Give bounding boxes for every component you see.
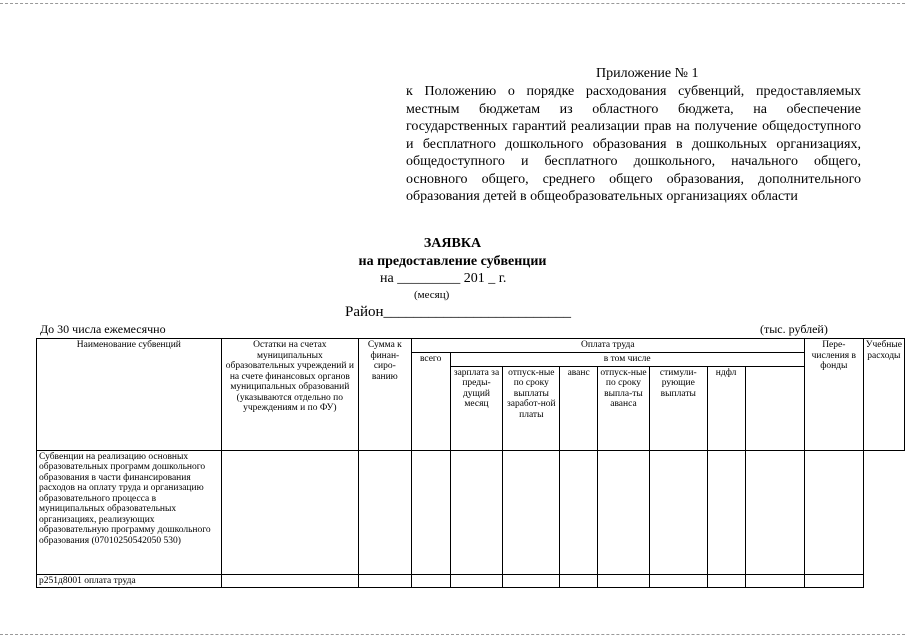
appendix-label: Приложение № 1 [596,66,699,81]
cell-vacation-salary[interactable] [503,450,560,574]
header-incentive: стимули-рующие выплаты [649,366,707,450]
cell-amount[interactable] [358,450,411,574]
cell-ndfl[interactable] [707,574,745,588]
cell-edu-expenses[interactable] [804,450,863,574]
cell-vacation-salary[interactable] [503,574,560,588]
header-payroll: Оплата труда [411,339,804,353]
cell-amount[interactable] [358,574,411,588]
form-title: ЗАЯВКА [423,236,482,251]
district-line: Район_________________________ [345,304,572,320]
row-name: Субвенции на реализацию основных образовательных программ дошкольного образования в части финансирования расходов на оплату труда и организацию образовательного процесса в муниципальных образовательных организациях, реализующих образовательную программу дошкольного образования (07010250542050 530) [37,450,222,574]
cell-incentive[interactable] [649,450,707,574]
header-ndfl: ндфл [707,366,745,450]
header-amount: Сумма к финан-сиро-ванию [358,339,411,451]
month-hint: (месяц) [414,289,450,301]
scan-edge-top [0,3,905,5]
cell-incentive[interactable] [649,574,707,588]
cell-transfers[interactable] [745,574,804,588]
deadline-note: До 30 числа ежемесячно [40,322,166,336]
header-edu-expenses: Учебные расходы [863,339,904,451]
cell-ndfl[interactable] [707,450,745,574]
row-name: р251д8001 оплата труда [37,574,222,588]
cell-transfers[interactable] [745,450,804,574]
appendix-paragraph: к Положению о порядке расходования субвенций, предоставляемых местным бюджетам из областного бюджета, на обеспечение государственных гарантий реализации прав на получение общедоступного и бесплатного дошкольного образования в дошкольных организациях, общедоступного и бесплатного дошкольного, начального общего, основного общего, среднего общего образования, дополнительного образования детей в общеобразовательных организациях области [406,84,861,204]
table-row [37,450,905,574]
header-balances: Остатки на счетах муниципальных образовательных учреждений и на счете финансовых органов муниципальных образований (указываются отдельно по учреждениям и по ФУ) [221,339,358,451]
scan-edge-bottom [0,634,905,636]
cell-total[interactable] [411,574,450,588]
table-row [37,574,905,588]
cell-vacation-advance[interactable] [598,574,650,588]
cell-salary-prev[interactable] [450,574,503,588]
header-vacation-salary: отпуск-ные по сроку выплаты заработ-ной платы [503,366,560,450]
header-vacation-advance: отпуск-ные по сроку выпла-ты аванса [598,366,650,450]
header-transfers: Пере-числения в фонды [804,339,863,451]
cell-advance[interactable] [560,450,598,574]
date-line: на _________ 201 _ г. [380,271,507,286]
cell-total[interactable] [411,450,450,574]
header-total: всего [411,352,450,450]
header-advance: аванс [560,366,598,450]
cell-advance[interactable] [560,574,598,588]
header-salary-prev: зарплата за преды-дущий месяц [450,366,503,450]
form-subtitle: на предоставление субвенции [358,254,547,269]
units-note: (тыс. рублей) [760,322,828,336]
cell-balances[interactable] [221,450,358,574]
cell-edu-expenses[interactable] [804,574,863,588]
header-including: в том числе [450,352,804,366]
cell-balances[interactable] [221,574,358,588]
cell-salary-prev[interactable] [450,450,503,574]
header-name: Наименование субвенций [37,339,222,451]
request-table [36,338,905,588]
cell-vacation-advance[interactable] [598,450,650,574]
